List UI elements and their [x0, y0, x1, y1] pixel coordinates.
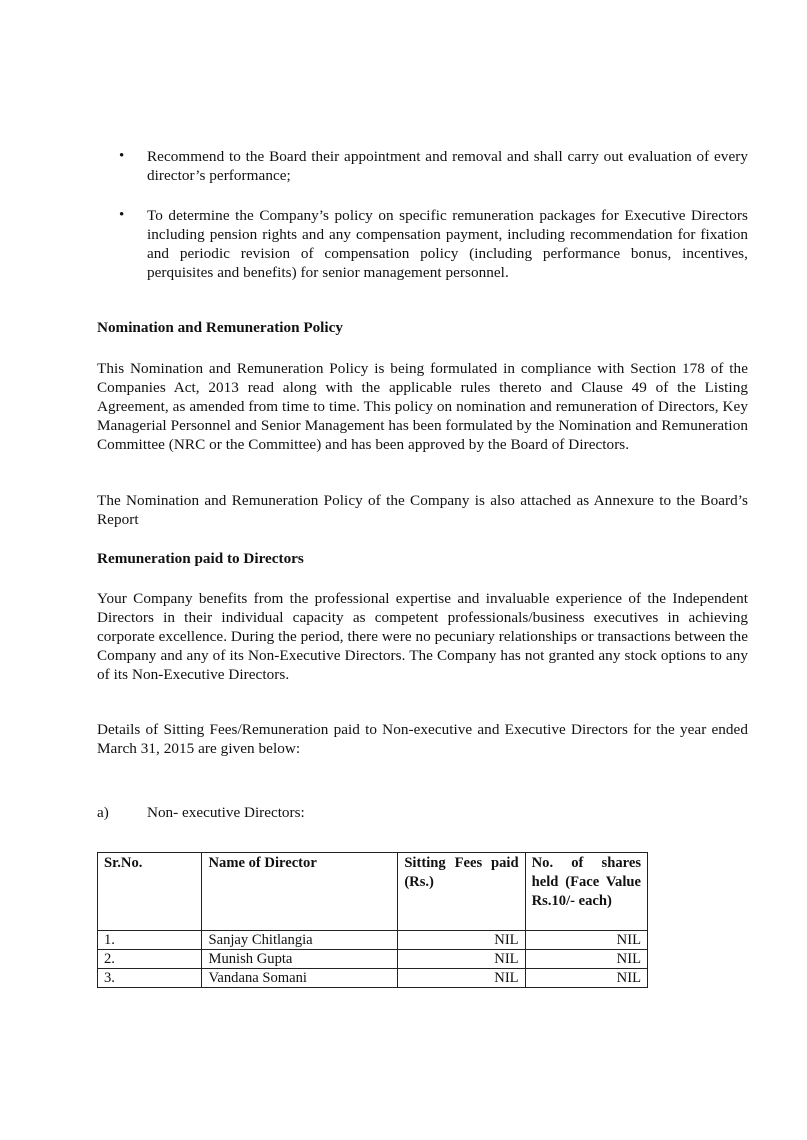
bullet-icon: • — [119, 207, 125, 223]
subsection-label — [97, 803, 748, 823]
cell-sitting-fees: NIL — [398, 931, 525, 950]
table-header-row — [98, 853, 648, 931]
sitting-fees-details-paragraph: Details of Sitting Fees/Remuneration paid to Non-executive and Executive Directors for the year ended March 31, 2015 are given below: — [97, 721, 748, 757]
table-row — [98, 950, 648, 969]
column-header-sr-no: Sr.No. — [98, 853, 202, 931]
bullet-text: To determine the Company’s policy on specific remuneration packages for Executive Directors including pension rights and any compensation payment, including recommendation for fixation and periodic revision of compensation policy (including performance bonus, incentives, perquisites and benefits) for senior management personnel. — [147, 207, 748, 281]
column-header-shares-held: No. of shares held (Face Value Rs.10/- each) — [525, 853, 647, 931]
bullet-text: Recommend to the Board their appointment and removal and shall carry out evaluation of every director’s performance; — [147, 148, 748, 184]
column-header-sitting-fees: Sitting Fees paid (Rs.) — [398, 853, 525, 931]
remuneration-paragraph: Your Company benefits from the professional expertise and invaluable experience of the Independent Directors in their individual capacity as competent professionals/business executives in achieving corporate excellence. During the period, there were no pecuniary relationships or transactions between the Company and any of its Non-Executive Directors. The Company has not granted any stock options to any of its Non-Executive Directors. — [97, 590, 748, 683]
cell-director-name: Munish Gupta — [202, 950, 398, 969]
cell-shares-held: NIL — [525, 950, 647, 969]
cell-sr-no: 2. — [98, 950, 202, 969]
cell-sr-no: 3. — [98, 969, 202, 988]
table-row — [98, 969, 648, 988]
cell-director-name: Sanjay Chitlangia — [202, 931, 398, 950]
cell-sitting-fees: NIL — [398, 969, 525, 988]
cell-sitting-fees: NIL — [398, 950, 525, 969]
cell-shares-held: NIL — [525, 931, 647, 950]
cell-director-name: Vandana Somani — [202, 969, 398, 988]
bullet-icon: • — [119, 148, 125, 164]
nomination-policy-paragraph: This Nomination and Remuneration Policy is being formulated in compliance with Section 178 of the Companies Act, 2013 read along with the applicable rules thereto and Clause 49 of the Listing Agreement, as amended from time to time. This policy on nomination and remuneration of Directors, Key Managerial Personnel and Senior Management has been formulated by the Nomination and Remuneration Committee (NRC or the Committee) and has been approved by the Board of Directors. — [97, 360, 748, 453]
section-heading-nomination-policy: Nomination and Remuneration Policy — [97, 319, 343, 336]
subsection-marker: a) — [97, 804, 109, 821]
section-heading-remuneration: Remuneration paid to Directors — [97, 550, 304, 567]
cell-sr-no: 1. — [98, 931, 202, 950]
annexure-paragraph: The Nomination and Remuneration Policy of the Company is also attached as Annexure to the Board’s Report — [97, 492, 748, 528]
cell-shares-held: NIL — [525, 969, 647, 988]
table-row — [98, 931, 648, 950]
column-header-director-name: Name of Director — [202, 853, 398, 931]
sitting-fees-table — [97, 852, 648, 988]
subsection-title: Non- executive Directors: — [147, 804, 305, 821]
